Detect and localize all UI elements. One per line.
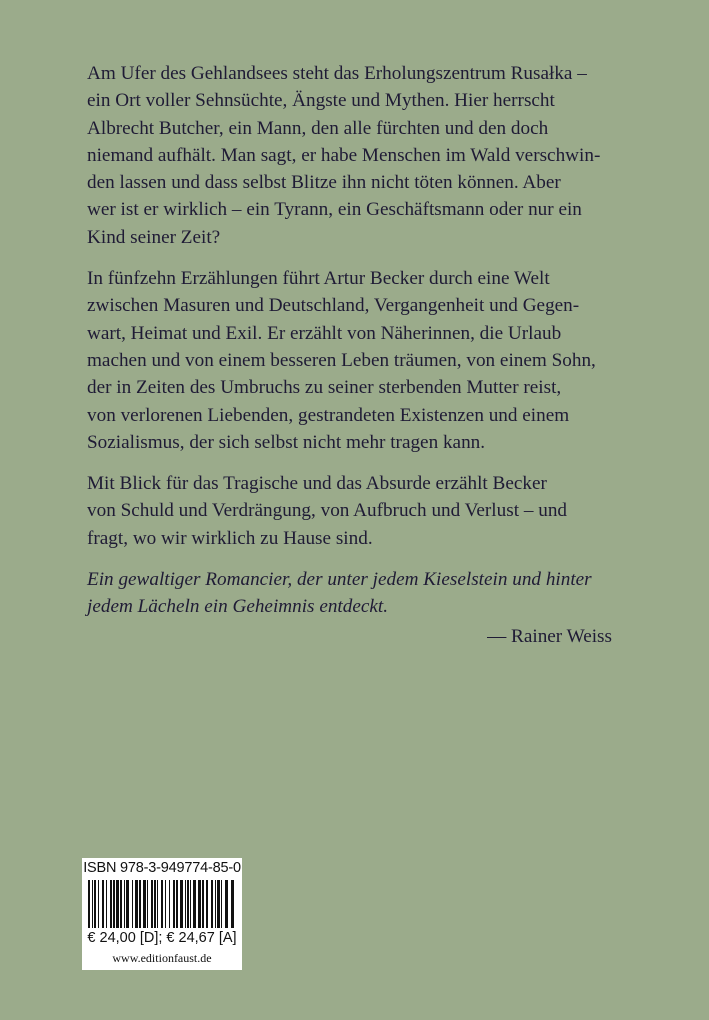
barcode-bar: [221, 880, 222, 928]
text-line: Mit Blick für das Tragische und das Absurde erzählt Becker: [87, 473, 547, 495]
barcode-bar: [143, 880, 146, 928]
quote-line: jedem Lächeln ein Geheimnis entdeckt.: [87, 596, 389, 618]
barcode-bar: [215, 880, 216, 928]
text-line: Kind seiner Zeit?: [87, 226, 221, 248]
text-line: von verlorenen Liebenden, gestrandeten Existenzen und einem: [87, 404, 570, 426]
paragraph: [87, 470, 647, 552]
text-line: den lassen und dass selbst Blitze ihn nicht töten können. Aber: [87, 172, 561, 194]
barcode-bar: [217, 880, 220, 928]
price: € 24,00 [D]; € 24,67 [A]: [87, 930, 237, 946]
review-quote: [87, 566, 647, 621]
quote-line: Ein gewaltiger Romancier, der unter jedem Kieselstein und hinter: [87, 569, 592, 591]
barcode-bar: [211, 880, 213, 928]
barcode-bar: [165, 880, 166, 928]
barcode-bar: [151, 880, 153, 928]
barcode-bar: [88, 880, 90, 928]
barcode-bar: [92, 880, 93, 928]
barcode-bar: [139, 880, 141, 928]
text-line: machen und von einem besseren Leben träumen, von einem Sohn,: [87, 349, 596, 371]
barcode-bar: [157, 880, 158, 928]
barcode-bar: [126, 880, 129, 928]
paragraph: [87, 265, 647, 456]
text-line: wart, Heimat und Exil. Er erzählt von Näherinnen, die Urlaub: [87, 322, 562, 344]
text-line: In fünfzehn Erzählungen führt Artur Becker durch eine Welt: [87, 268, 550, 290]
barcode-bar: [206, 880, 208, 928]
barcode-bar: [176, 880, 178, 928]
barcode-bar: [190, 880, 191, 928]
barcode-bar: [173, 880, 175, 928]
barcode-bar: [102, 880, 104, 928]
barcode-bar: [169, 880, 170, 928]
text-line: der in Zeiten des Umbruchs zu seiner sterbenden Mutter reist,: [87, 377, 562, 399]
publisher-url: www.editionfaust.de: [112, 951, 212, 965]
barcode-label: [82, 858, 242, 970]
barcode-bar: [120, 880, 122, 928]
barcode-bar: [94, 880, 96, 928]
text-line: Albrecht Butcher, ein Mann, den alle fürchten und den doch: [87, 117, 549, 139]
barcode-bar: [113, 880, 115, 928]
barcode-bar: [132, 880, 133, 928]
blurb: [87, 60, 647, 650]
quote-attribution: — Rainer Weiss: [487, 625, 612, 647]
text-line: zwischen Masuren und Deutschland, Vergangenheit und Gegen-: [87, 295, 580, 317]
barcode-bar: [161, 880, 163, 928]
barcode: [88, 880, 236, 928]
text-line: ein Ort voller Sehnsüchte, Ängste und Mythen. Hier herrscht: [87, 90, 555, 112]
barcode-bar: [185, 880, 186, 928]
barcode-bar: [124, 880, 125, 928]
barcode-bar: [198, 880, 201, 928]
text-line: Sozialismus, der sich selbst nicht mehr tragen kann.: [87, 431, 486, 453]
text-line: Am Ufer des Gehlandsees steht das Erholungszentrum Rusałka –: [87, 63, 587, 84]
barcode-bar: [98, 880, 99, 928]
barcode-bar: [135, 880, 138, 928]
barcode-bar: [110, 880, 112, 928]
barcode-bar: [202, 880, 204, 928]
text-line: fragt, wo wir wirklich zu Hause sind.: [87, 527, 373, 549]
text-line: von Schuld und Verdrängung, von Aufbruch und Verlust – und: [87, 500, 568, 522]
barcode-bar: [106, 880, 107, 928]
barcode-bar: [180, 880, 183, 928]
barcode-bar: [225, 880, 228, 928]
barcode-bar: [116, 880, 119, 928]
text-line: niemand aufhält. Man sagt, er habe Menschen im Wald verschwin-: [87, 144, 601, 166]
barcode-bar: [231, 880, 234, 928]
barcode-bar: [154, 880, 156, 928]
barcode-bar: [193, 880, 196, 928]
paragraph: [87, 60, 647, 251]
isbn: ISBN 978-3-949774-85-0: [83, 860, 241, 876]
barcode-bar: [147, 880, 148, 928]
text-line: wer ist er wirklich – ein Tyrann, ein Geschäftsmann oder nur ein: [87, 199, 582, 221]
barcode-bar: [187, 880, 189, 928]
